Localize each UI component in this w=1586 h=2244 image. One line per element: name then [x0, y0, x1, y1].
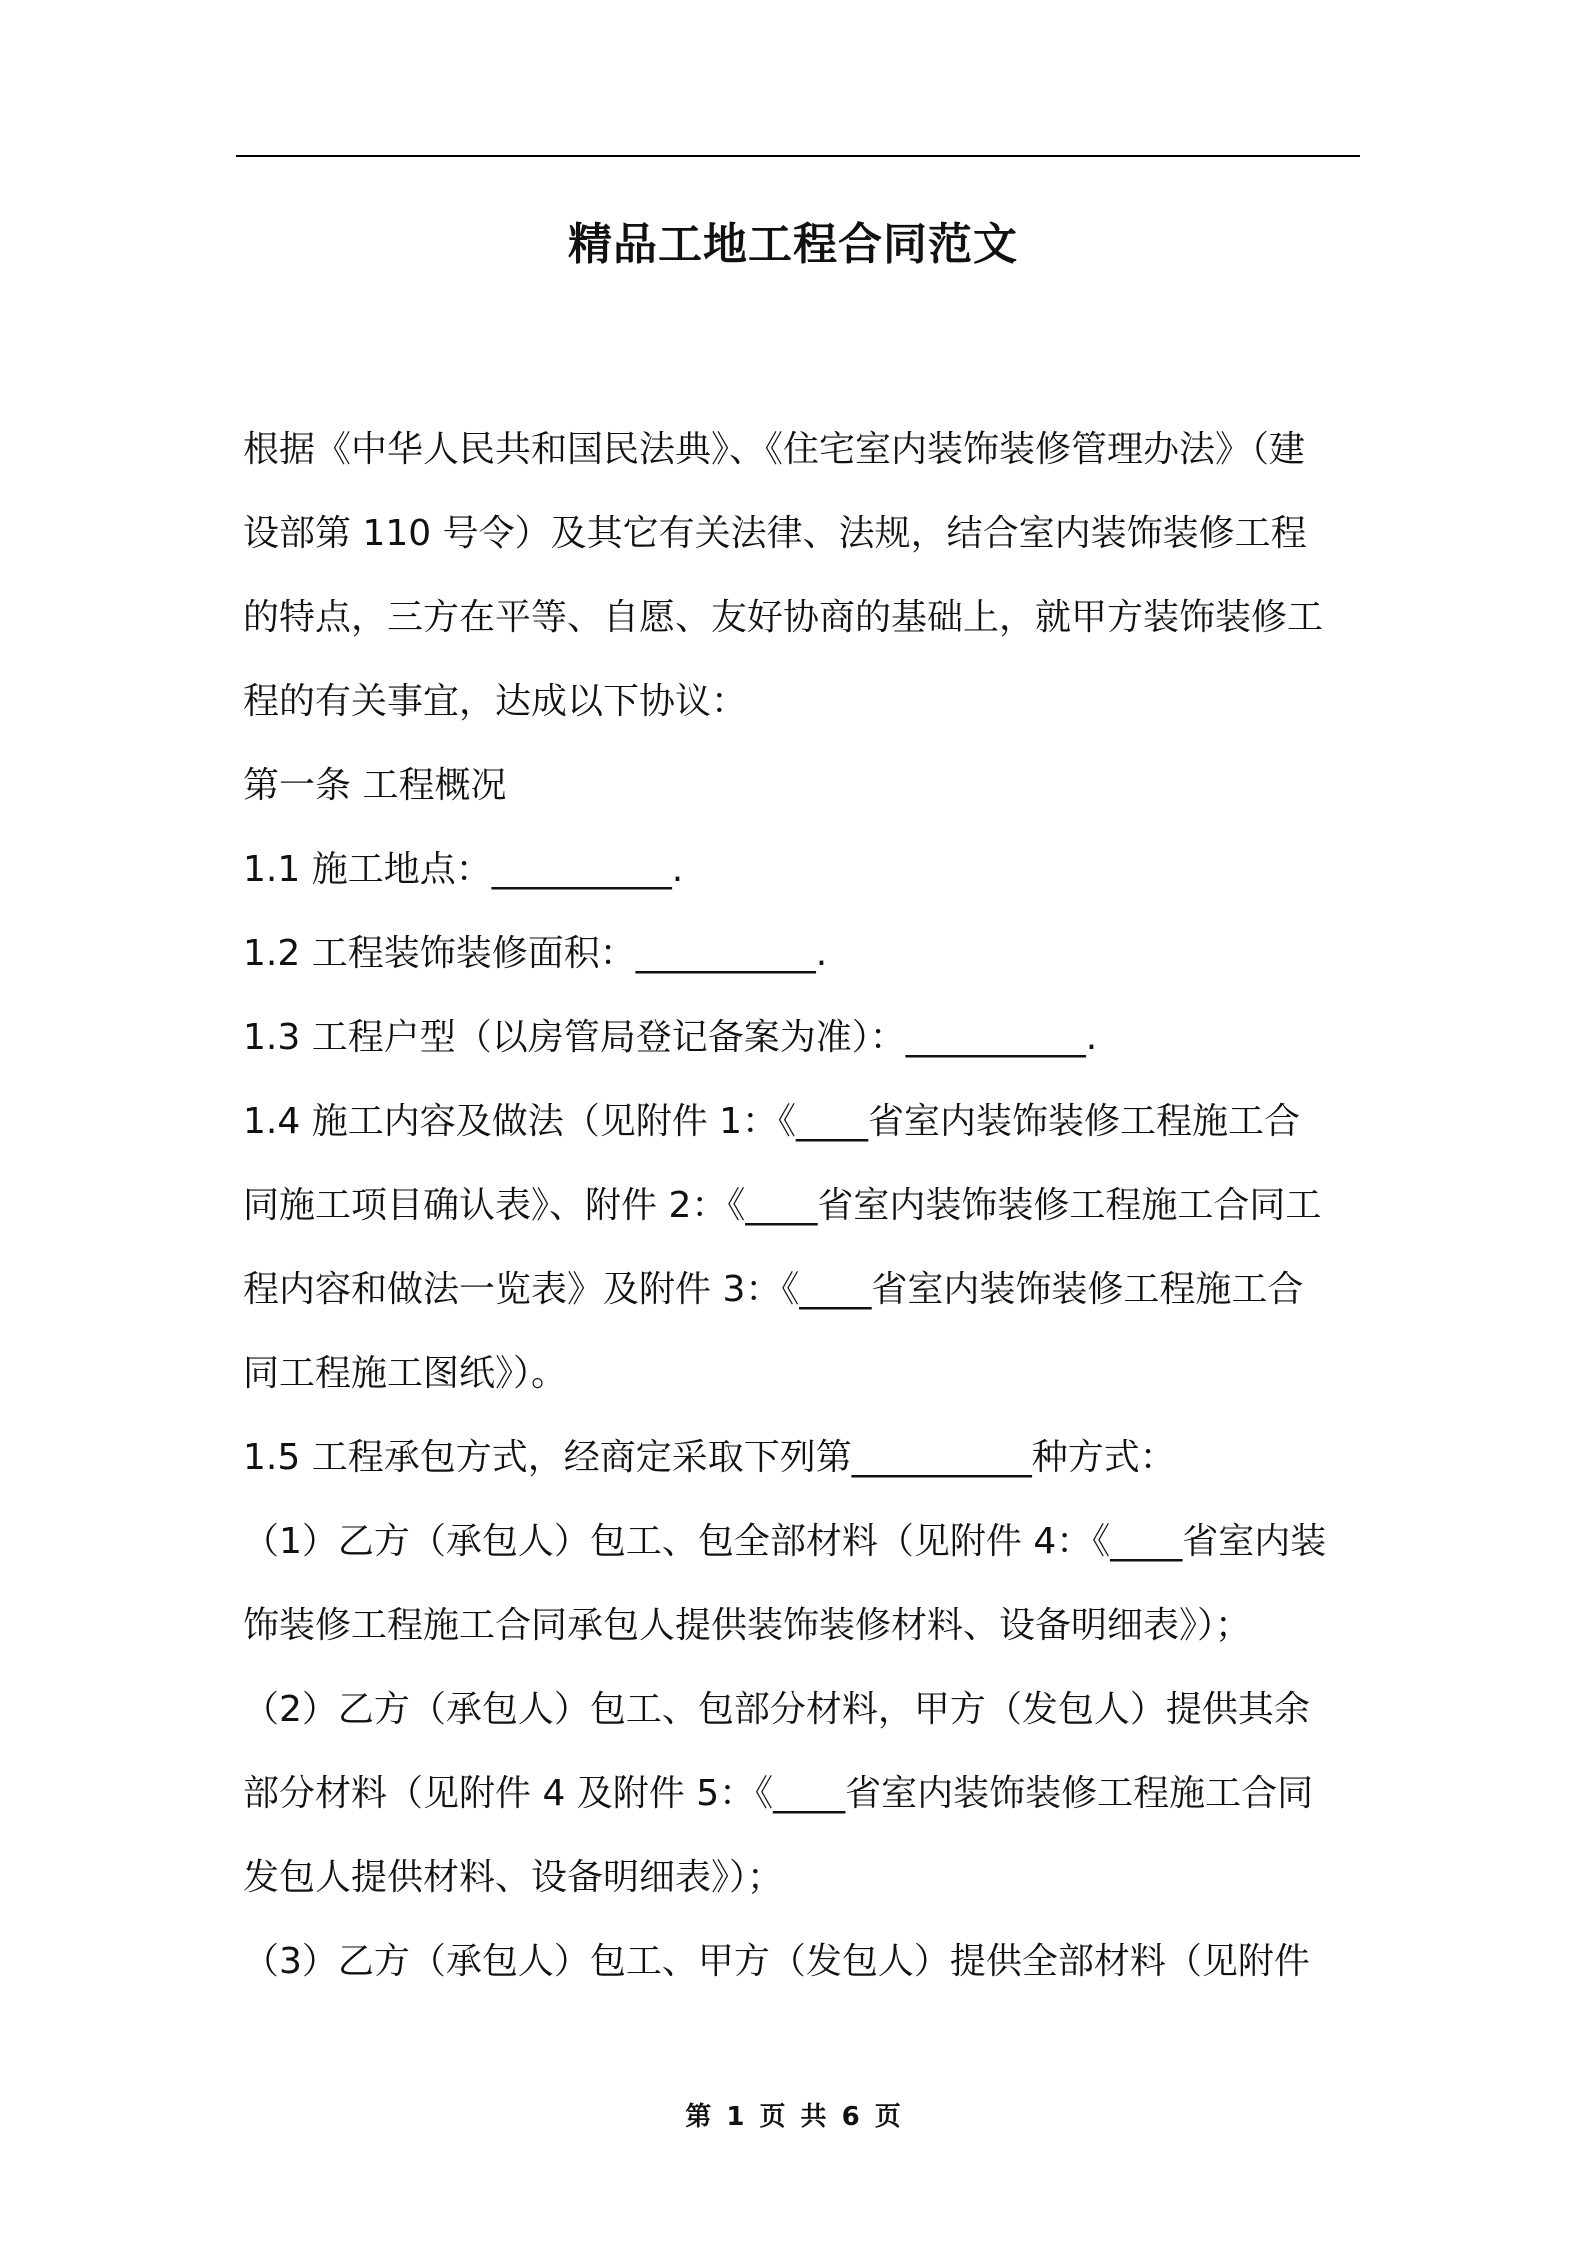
- preamble-line-1: 根据《中华人民共和国民法典》、《住宅室内装饰装修管理办法》（建: [243, 429, 1306, 470]
- header-rule: [236, 155, 1360, 157]
- clause-1-3: 1.3 工程户型（以房管局登记备案为准）：__________.: [243, 1017, 1098, 1058]
- option-2-line-3: 发包人提供材料、设备明细表》）；: [243, 1857, 784, 1898]
- preamble-line-2: 设部第 110 号令）及其它有关法律、法规，结合室内装饰装修工程: [243, 513, 1307, 554]
- clause-1-5: 1.5 工程承包方式，经商定采取下列第__________种方式：: [243, 1437, 1176, 1478]
- preamble-line-4: 程的有关事宜，达成以下协议：: [243, 681, 748, 722]
- clause-1-2: 1.2 工程装饰装修面积：__________.: [243, 933, 828, 974]
- article-1-heading: 第一条 工程概况: [243, 765, 507, 806]
- option-3-line-1: （3）乙方（承包人）包工、甲方（发包人）提供全部材料（见附件: [243, 1941, 1310, 1982]
- option-2-line-2: 部分材料（见附件 4 及附件 5：《____省室内装饰装修工程施工合同: [243, 1773, 1314, 1814]
- preamble-line-3: 的特点，三方在平等、自愿、友好协商的基础上，就甲方装饰装修工: [243, 597, 1324, 638]
- document-body: [243, 408, 1353, 2004]
- option-1-line-2: 饰装修工程施工合同承包人提供装饰装修材料、设备明细表》）；: [243, 1605, 1252, 1646]
- clause-1-1: 1.1 施工地点：__________.: [243, 849, 684, 890]
- page-indicator: 第 1 页 共 6 页: [685, 2102, 901, 2132]
- document-title: 精品工地工程合同范文: [568, 219, 1018, 270]
- option-1-line-1: （1）乙方（承包人）包工、包全部材料（见附件 4：《____省室内装: [243, 1521, 1327, 1562]
- clause-1-4-line-3: 程内容和做法一览表》及附件 3：《____省室内装饰装修工程施工合: [243, 1269, 1304, 1310]
- option-2-line-1: （2）乙方（承包人）包工、包部分材料，甲方（发包人）提供其余: [243, 1689, 1310, 1730]
- clause-1-4-line-1: 1.4 施工内容及做法（见附件 1：《____省室内装饰装修工程施工合: [243, 1101, 1301, 1142]
- clause-1-4-line-2: 同施工项目确认表》、附件 2：《____省室内装饰装修工程施工合同工: [243, 1185, 1322, 1226]
- clause-1-4-line-4: 同工程施工图纸》）。: [243, 1353, 568, 1394]
